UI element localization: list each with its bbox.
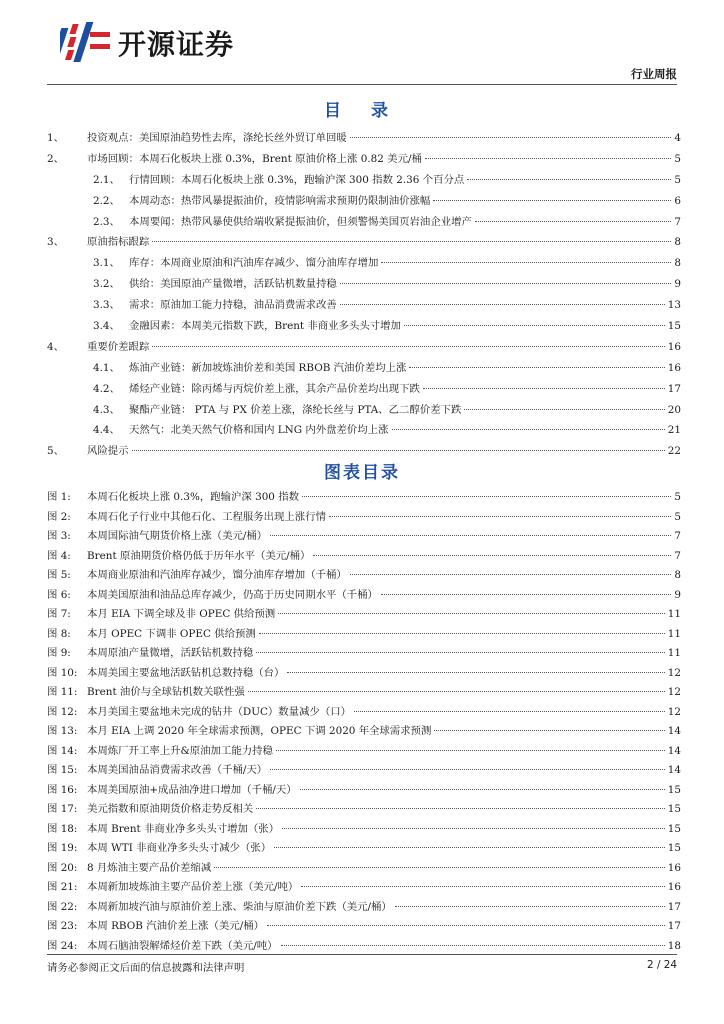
entry-page-number: 5 (674, 491, 681, 503)
brand-name: 开源证券 (118, 28, 235, 61)
footer-disclaimer: 请务必参阅正文后面的信息披露和法律声明 (47, 962, 245, 974)
dot-leader (350, 574, 672, 575)
toc-list (47, 128, 681, 462)
entry-number: 图 2: (47, 510, 71, 523)
entry-page-number: 8 (674, 569, 681, 581)
entry-title: 风险提示 (87, 445, 129, 458)
dot-leader (256, 652, 665, 653)
entry-number: 图 10: (47, 666, 78, 679)
entry-page-number: 11 (667, 647, 681, 659)
figure-entry[interactable] (47, 820, 681, 840)
entry-number: 4.1、 (93, 361, 120, 374)
entry-number: 2.1、 (93, 173, 120, 186)
entry-title: 炼油产业链：新加坡炼油价差和美国 RBOB 汽油价差均上涨 (129, 361, 407, 374)
dot-leader (281, 945, 665, 946)
dot-leader (423, 388, 665, 389)
entry-number: 图 20: (47, 861, 78, 874)
entry-number: 图 8: (47, 627, 71, 640)
entry-number: 图 18: (47, 822, 78, 835)
entry-number: 图 1: (47, 491, 71, 503)
entry-title: 本周美国主要盆地活跃钻机总数持稳（台） (87, 666, 285, 679)
dot-leader (214, 867, 665, 868)
entry-page-number: 17 (667, 900, 681, 913)
dot-leader (152, 346, 664, 347)
dot-leader (354, 711, 665, 712)
toc-entry[interactable] (47, 170, 681, 191)
entry-title: 本周要闻：热带风暴使供给端收紧提振油价，但须警惕美国页岩油企业增产 (129, 215, 472, 228)
entry-title: 本周 RBOB 汽油价差上涨（美元/桶） (87, 920, 264, 932)
entry-number: 5、 (47, 445, 65, 458)
entry-title: 本月美国主要盆地未完成的钻井（DUC）数量减少（口） (87, 705, 352, 718)
entry-page-number: 11 (667, 608, 681, 620)
figure-entry[interactable] (47, 664, 681, 684)
figure-entry[interactable] (47, 878, 681, 898)
entry-title: 本周国际油气期货价格上涨（美元/桶） (87, 530, 268, 542)
entry-title: 聚酯产业链： PTA 与 PX 价差上涨，涤纶长丝与 PTA、乙二醇价差下跌 (129, 403, 462, 416)
entry-title: 本月 EIA 上调 2020 年全球需求预测，OPEC 下调 2020 年全球需求预测 (87, 725, 432, 737)
figure-entry[interactable] (47, 566, 681, 586)
footer-divider (47, 954, 677, 955)
entry-page-number: 5 (674, 510, 681, 523)
entry-page-number: 4 (674, 132, 681, 144)
entry-title: 本周商业原油和汽油库存减少，馏分油库存增加（千桶） (87, 569, 347, 581)
dot-leader (313, 555, 671, 556)
entry-title: 投资观点：美国原油趋势性去库，涤纶长丝外贸订单回暖 (87, 132, 347, 144)
entry-title: 美元指数和原油期货价格走势反相关 (87, 803, 254, 815)
entry-page-number: 14 (667, 725, 681, 737)
dot-leader (300, 789, 665, 790)
figure-entry[interactable] (47, 625, 681, 645)
entry-number: 4.2、 (93, 382, 120, 395)
entry-page-number: 6 (674, 194, 681, 207)
entry-number: 图 11: (47, 686, 78, 698)
dot-leader (329, 516, 671, 517)
dot-leader (267, 925, 665, 926)
dot-leader (278, 613, 665, 614)
page-header (0, 0, 724, 90)
entry-title: 本周 Brent 非商业净多头头寸增加（张） (87, 822, 280, 835)
entry-number: 3.3、 (93, 299, 120, 312)
dot-leader (256, 808, 665, 809)
entry-number: 图 23: (47, 920, 78, 932)
figure-list-heading: 图表目录 (324, 463, 400, 483)
figure-list (47, 488, 681, 956)
dot-leader (248, 691, 665, 692)
entry-page-number: 16 (667, 861, 681, 874)
toc-entry[interactable] (47, 274, 681, 295)
dot-leader (395, 906, 665, 907)
toc-entry[interactable] (47, 400, 681, 421)
entry-title: 本周炼厂开工率上升&原油加工能力持稳 (87, 744, 273, 757)
dot-leader (409, 367, 664, 368)
entry-number: 图 6: (47, 588, 71, 601)
dot-leader (282, 828, 665, 829)
entry-page-number: 14 (667, 744, 681, 757)
figure-entry[interactable] (47, 742, 681, 762)
entry-page-number: 16 (667, 881, 681, 893)
dot-leader (301, 886, 664, 887)
dot-leader (464, 409, 664, 410)
entry-number: 图 9: (47, 647, 71, 659)
toc-entry[interactable] (47, 212, 681, 233)
dot-leader (302, 496, 671, 497)
dot-leader (404, 325, 665, 326)
entry-number: 1、 (47, 132, 65, 144)
entry-page-number: 15 (667, 842, 681, 854)
entry-number: 图 19: (47, 842, 78, 854)
figure-entry[interactable] (47, 527, 681, 547)
entry-page-number: 5 (674, 173, 681, 186)
figure-entry[interactable] (47, 898, 681, 918)
dot-leader (381, 594, 671, 595)
toc-entry[interactable] (47, 253, 681, 274)
figure-entry[interactable] (47, 644, 681, 664)
dot-leader (392, 429, 665, 430)
entry-number: 3.2、 (93, 278, 120, 291)
entry-number: 图 15: (47, 764, 78, 776)
entry-title: 本周新加坡炼油主要产品价差上涨（美元/吨） (87, 881, 299, 893)
page-number: 2 / 24 (647, 959, 677, 971)
entry-title: 本周原油产量微增，活跃钻机数持稳 (87, 647, 254, 659)
figure-entry[interactable] (47, 683, 681, 703)
entry-number: 图 3: (47, 530, 71, 542)
entry-page-number: 11 (667, 627, 681, 640)
entry-number: 3.1、 (93, 257, 120, 270)
entry-title: 市场回顾：本周石化板块上涨 0.3%，Brent 原油价格上涨 0.82 美元/桶 (87, 152, 422, 165)
report-type-label: 行业周报 (631, 67, 677, 81)
figure-entry[interactable] (47, 761, 681, 781)
entry-page-number: 20 (667, 403, 681, 416)
entry-number: 3、 (47, 236, 65, 249)
toc-entry[interactable] (47, 128, 681, 149)
entry-number: 图 14: (47, 744, 78, 757)
entry-title: 重要价差跟踪 (87, 340, 150, 353)
entry-page-number: 16 (667, 361, 681, 374)
entry-title: 原油指标跟踪 (87, 236, 150, 249)
dot-leader (276, 750, 665, 751)
dot-leader (467, 179, 671, 180)
entry-number: 4、 (47, 340, 65, 353)
entry-page-number: 12 (667, 686, 681, 698)
entry-page-number: 7 (674, 530, 681, 542)
entry-title: 本周美国原油+成品油净进口增加（千桶/天） (87, 783, 297, 796)
entry-title: 本月 OPEC 下调非 OPEC 供给预测 (87, 627, 256, 640)
entry-page-number: 16 (667, 340, 681, 353)
entry-page-number: 7 (674, 215, 681, 228)
entry-page-number: 17 (667, 920, 681, 932)
entry-title: 金融因素：本周美元指数下跌，Brent 非商业多头头寸增加 (129, 320, 401, 333)
toc-heading: 目 录 (324, 101, 400, 121)
dot-leader (475, 221, 671, 222)
entry-number: 图 13: (47, 725, 78, 737)
toc-entry[interactable] (47, 232, 681, 253)
figure-entry[interactable] (47, 800, 681, 820)
entry-title: 本周美国油品消费需求改善（千桶/天） (87, 764, 268, 776)
entry-page-number: 15 (667, 320, 681, 333)
dot-leader (270, 535, 671, 536)
figure-entry[interactable] (47, 781, 681, 801)
entry-title: 8 月炼油主要产品价差缩减 (87, 861, 212, 874)
entry-page-number: 8 (674, 236, 681, 249)
figure-entry[interactable] (47, 508, 681, 528)
dot-leader (425, 158, 672, 159)
figure-entry[interactable] (47, 859, 681, 879)
entry-title: 本周 WTI 非商业净多头头寸减少（张） (87, 842, 272, 854)
dot-leader (434, 730, 664, 731)
entry-page-number: 17 (667, 382, 681, 395)
toc-entry[interactable] (47, 337, 681, 358)
figure-entry[interactable] (47, 703, 681, 723)
entry-title: 烯烃产业链：除丙烯与丙烷价差上涨，其余产品价差均出现下跌 (129, 382, 420, 395)
figure-entry[interactable] (47, 839, 681, 859)
figure-entry[interactable] (47, 586, 681, 606)
entry-title: 本周石化子行业中其他石化、工程服务出现上涨行情 (87, 510, 326, 523)
entry-page-number: 15 (667, 803, 681, 815)
toc-entry[interactable] (47, 191, 681, 212)
dot-leader (287, 672, 664, 673)
entry-page-number: 15 (667, 783, 681, 796)
header-divider (47, 84, 677, 85)
entry-title: 本月 EIA 下调全球及非 OPEC 供给预测 (87, 608, 276, 620)
entry-page-number: 18 (667, 939, 681, 952)
entry-number: 图 5: (47, 569, 71, 581)
entry-number: 2.3、 (93, 215, 120, 228)
entry-page-number: 13 (667, 299, 681, 312)
entry-title: 行情回顾：本周石化板块上涨 0.3%，跑输沪深 300 指数 2.36 个百分点 (129, 173, 465, 186)
figure-entry[interactable] (47, 722, 681, 742)
toc-entry[interactable] (47, 149, 681, 170)
dot-leader (270, 769, 665, 770)
entry-title: 本周石化板块上涨 0.3%，跑输沪深 300 指数 (87, 491, 299, 503)
dot-leader (350, 137, 672, 138)
entry-page-number: 7 (674, 549, 681, 562)
entry-page-number: 14 (667, 764, 681, 776)
entry-number: 图 12: (47, 705, 78, 718)
figure-entry[interactable] (47, 488, 681, 508)
dot-leader (381, 262, 671, 263)
entry-number: 图 21: (47, 881, 78, 893)
entry-page-number: 12 (667, 705, 681, 718)
entry-title: Brent 原油期货价格仍低于历年水平（美元/桶） (87, 549, 311, 562)
entry-page-number: 21 (667, 424, 681, 437)
brand-logo (60, 20, 234, 66)
entry-page-number: 22 (667, 445, 681, 458)
entry-number: 图 22: (47, 900, 78, 913)
entry-number: 2.2、 (93, 194, 120, 207)
entry-number: 4.3、 (93, 403, 120, 416)
entry-number: 图 24: (47, 939, 78, 952)
entry-number: 图 16: (47, 783, 78, 796)
entry-page-number: 5 (674, 152, 681, 165)
toc-entry[interactable] (47, 358, 681, 379)
entry-page-number: 15 (667, 822, 681, 835)
entry-number: 图 4: (47, 549, 71, 562)
entry-number: 4.4、 (93, 424, 120, 437)
dot-leader (433, 200, 671, 201)
entry-page-number: 12 (667, 666, 681, 679)
entry-title: 本周动态：热带风暴提振油价，疫情影响需求预期仍限制油价涨幅 (129, 194, 431, 207)
dot-leader (132, 450, 665, 451)
entry-title: 本周新加坡汽油与原油价差上涨、柴油与原油价差下跌（美元/桶） (87, 900, 392, 913)
entry-page-number: 9 (674, 278, 681, 291)
toc-entry[interactable] (47, 420, 681, 441)
logo-mark-icon (60, 20, 112, 66)
entry-number: 图 7: (47, 608, 71, 620)
entry-number: 2、 (47, 152, 65, 165)
figure-entry[interactable] (47, 917, 681, 937)
entry-number: 图 17: (47, 803, 78, 815)
entry-title: 供给：美国原油产量微增，活跃钻机数量持稳 (129, 278, 337, 291)
figure-entry[interactable] (47, 547, 681, 567)
toc-entry[interactable] (47, 316, 681, 337)
entry-number: 3.4、 (93, 320, 120, 333)
dot-leader (274, 847, 665, 848)
toc-entry[interactable] (47, 379, 681, 400)
entry-title: 需求：原油加工能力持稳，油品消费需求改善 (129, 299, 337, 312)
entry-title: 本周美国原油和油品总库存减少，仍高于历史同期水平（千桶） (87, 588, 378, 601)
dot-leader (340, 304, 665, 305)
entry-title: 库存：本周商业原油和汽油库存减少、馏分油库存增加 (129, 257, 379, 270)
toc-entry[interactable] (47, 295, 681, 316)
entry-page-number: 8 (674, 257, 681, 270)
dot-leader (259, 633, 665, 634)
dot-leader (340, 283, 672, 284)
figure-entry[interactable] (47, 605, 681, 625)
entry-title: Brent 油价与全球钻机数关联性强 (87, 686, 245, 698)
entry-page-number: 9 (674, 588, 681, 601)
entry-title: 天然气：北美天然气价格和国内 LNG 内外盘差价均上涨 (129, 424, 389, 437)
entry-title: 本周石脑油裂解烯烃价差下跌（美元/吨） (87, 939, 278, 952)
dot-leader (152, 241, 671, 242)
